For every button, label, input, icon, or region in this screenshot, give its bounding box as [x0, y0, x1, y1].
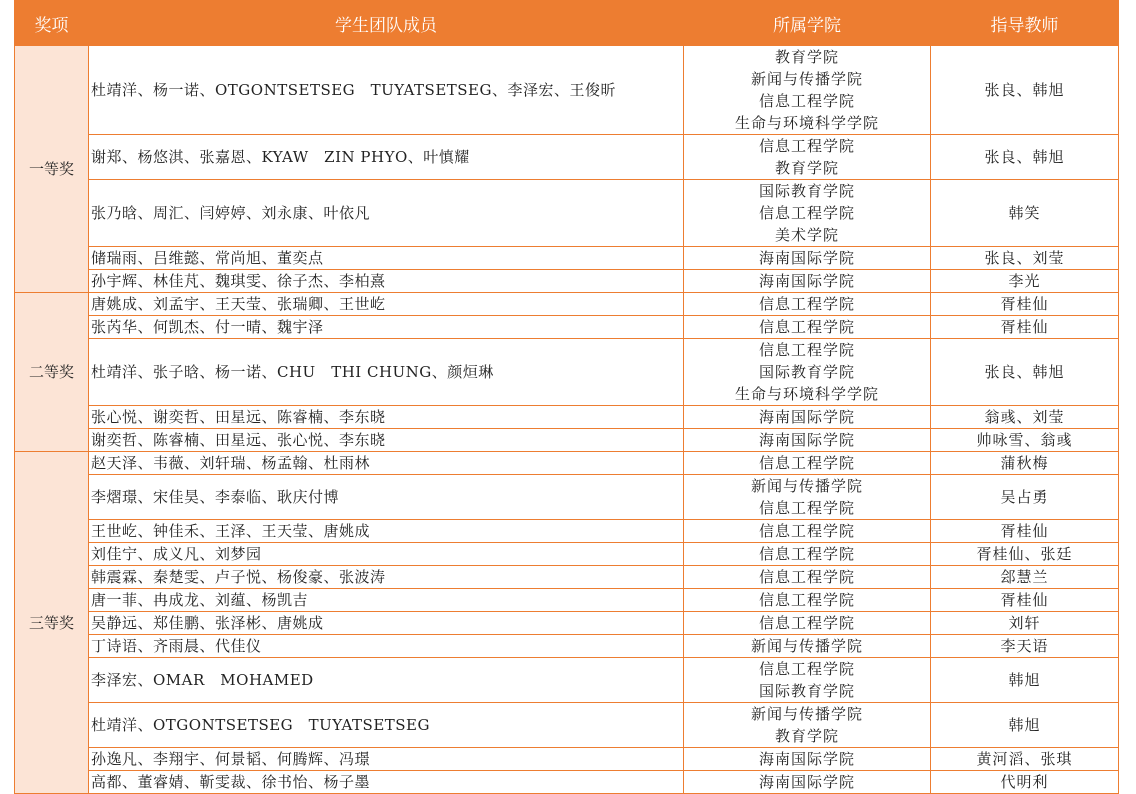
members-cell	[89, 635, 684, 658]
college-name: 信息工程学院	[758, 660, 855, 678]
table-row	[15, 475, 1119, 520]
team-members-text: 孙逸凡、李翔宇、何景韬、何腾辉、冯璟	[91, 750, 371, 768]
advisor-cell	[931, 635, 1119, 658]
college-cell	[684, 293, 931, 316]
advisor-cell	[931, 429, 1119, 452]
advisor-name: 吴占勇	[1000, 488, 1049, 506]
college-name: 信息工程学院	[758, 204, 855, 222]
college-name: 教育学院	[774, 48, 839, 66]
advisor-cell	[931, 316, 1119, 339]
award-level-cell: 一等奖	[15, 46, 89, 293]
college-name: 信息工程学院	[758, 545, 855, 563]
college-cell	[684, 612, 931, 635]
table-row	[15, 452, 1119, 475]
team-members-text: 杜靖洋、OTGONTSETSEG TUYATSETSEG	[91, 716, 430, 734]
members-cell	[89, 475, 684, 520]
college-cell	[684, 589, 931, 612]
college-name: 新闻与传播学院	[750, 70, 863, 88]
college-name: 美术学院	[774, 226, 839, 244]
college-name: 信息工程学院	[758, 522, 855, 540]
college-cell	[684, 429, 931, 452]
college-name: 教育学院	[774, 727, 839, 745]
header-members: 学生团队成员	[89, 1, 684, 46]
advisor-cell	[931, 589, 1119, 612]
table-row	[15, 589, 1119, 612]
members-cell	[89, 658, 684, 703]
header-advisor: 指导教师	[931, 1, 1119, 46]
college-cell	[684, 771, 931, 794]
advisor-name: 刘轩	[1008, 614, 1041, 632]
table-row	[15, 612, 1119, 635]
team-members-text: 丁诗语、齐雨晨、代佳仪	[91, 637, 262, 655]
members-cell	[89, 543, 684, 566]
college-name: 信息工程学院	[758, 454, 855, 472]
advisor-name: 韩笑	[1008, 204, 1041, 222]
advisor-name: 张良、韩旭	[984, 148, 1065, 166]
team-members-text: 谢奕哲、陈睿楠、田星远、张心悦、李东晓	[91, 431, 386, 449]
advisor-cell	[931, 180, 1119, 247]
table-row	[15, 135, 1119, 180]
college-name: 信息工程学院	[758, 499, 855, 517]
advisor-cell	[931, 339, 1119, 406]
college-name: 信息工程学院	[758, 614, 855, 632]
table-row	[15, 566, 1119, 589]
college-cell	[684, 247, 931, 270]
advisor-cell	[931, 293, 1119, 316]
header-row	[15, 1, 1119, 46]
table-row	[15, 247, 1119, 270]
advisor-name: 张良、刘莹	[984, 249, 1065, 267]
header-college: 所属学院	[684, 1, 931, 46]
members-cell	[89, 406, 684, 429]
college-name: 生命与环境科学学院	[734, 114, 879, 132]
team-members-text: 王世屹、钟佳禾、王泽、王天莹、唐姚成	[91, 522, 371, 540]
table-row	[15, 316, 1119, 339]
advisor-cell	[931, 748, 1119, 771]
table-row	[15, 270, 1119, 293]
college-name: 海南国际学院	[758, 773, 855, 791]
advisor-name: 张良、韩旭	[984, 363, 1065, 381]
college-cell	[684, 566, 931, 589]
college-name: 信息工程学院	[758, 591, 855, 609]
team-members-text: 谢郑、杨悠淇、张嘉恩、KYAW ZIN PHYO、叶慎耀	[91, 148, 470, 166]
college-name: 国际教育学院	[758, 182, 855, 200]
members-cell	[89, 339, 684, 406]
advisor-cell	[931, 270, 1119, 293]
members-cell	[89, 293, 684, 316]
advisor-name: 李天语	[1000, 637, 1049, 655]
college-cell	[684, 46, 931, 135]
advisor-name: 胥桂仙	[1000, 318, 1049, 336]
advisor-cell	[931, 658, 1119, 703]
table-row	[15, 543, 1119, 566]
team-members-text: 储瑞雨、吕维懿、常尚旭、董奕点	[91, 249, 324, 267]
team-members-text: 唐一菲、冉成龙、刘蕴、杨凯吉	[91, 591, 309, 609]
table-row	[15, 635, 1119, 658]
members-cell	[89, 748, 684, 771]
members-cell	[89, 247, 684, 270]
team-members-text: 李泽宏、OMAR MOHAMED	[91, 671, 314, 689]
advisor-cell	[931, 520, 1119, 543]
team-members-text: 刘佳宁、成义凡、刘梦园	[91, 545, 262, 563]
college-cell	[684, 135, 931, 180]
team-members-text: 赵天泽、韦薇、刘轩瑞、杨孟翰、杜雨林	[91, 454, 371, 472]
college-name: 新闻与传播学院	[750, 637, 863, 655]
award-level-cell: 二等奖	[15, 293, 89, 452]
college-name: 信息工程学院	[758, 137, 855, 155]
members-cell	[89, 589, 684, 612]
members-cell	[89, 703, 684, 748]
team-members-text: 张心悦、谢奕哲、田星远、陈睿楠、李东晓	[91, 408, 386, 426]
advisor-cell	[931, 612, 1119, 635]
advisor-name: 韩旭	[1008, 671, 1041, 689]
table-row	[15, 406, 1119, 429]
advisor-cell	[931, 475, 1119, 520]
advisor-name: 李光	[1008, 272, 1041, 290]
members-cell	[89, 771, 684, 794]
advisor-name: 胥桂仙	[1000, 295, 1049, 313]
table-row	[15, 293, 1119, 316]
advisor-name: 代明利	[1000, 773, 1049, 791]
team-members-text: 张芮华、何凯杰、付一晴、魏宇泽	[91, 318, 324, 336]
advisor-name: 黄河滔、张琪	[976, 750, 1073, 768]
advisor-name: 张良、韩旭	[984, 81, 1065, 99]
college-name: 教育学院	[774, 159, 839, 177]
advisor-name: 翁彧、刘莹	[984, 408, 1065, 426]
advisor-name: 帅咏雪、翁彧	[976, 431, 1073, 449]
college-name: 信息工程学院	[758, 295, 855, 313]
college-cell	[684, 520, 931, 543]
award-level-cell: 三等奖	[15, 452, 89, 794]
team-members-text: 杜靖洋、张子晗、杨一诺、CHU THI CHUNG、颜烜琳	[91, 363, 494, 381]
college-cell	[684, 703, 931, 748]
college-cell	[684, 316, 931, 339]
members-cell	[89, 566, 684, 589]
members-cell	[89, 270, 684, 293]
members-cell	[89, 316, 684, 339]
advisor-cell	[931, 247, 1119, 270]
table-row	[15, 703, 1119, 748]
advisor-cell	[931, 543, 1119, 566]
college-cell	[684, 635, 931, 658]
college-name: 信息工程学院	[758, 318, 855, 336]
college-name: 国际教育学院	[758, 682, 855, 700]
awards-table-container	[14, 0, 1118, 794]
table-header	[15, 1, 1119, 46]
members-cell	[89, 46, 684, 135]
table-body	[15, 46, 1119, 794]
table-row	[15, 748, 1119, 771]
advisor-cell	[931, 452, 1119, 475]
team-members-text: 高都、董睿婧、靳雯裁、徐书怡、杨子墨	[91, 773, 371, 791]
advisor-cell	[931, 46, 1119, 135]
college-cell	[684, 270, 931, 293]
table-row	[15, 429, 1119, 452]
advisor-cell	[931, 135, 1119, 180]
college-cell	[684, 658, 931, 703]
college-cell	[684, 339, 931, 406]
college-name: 信息工程学院	[758, 92, 855, 110]
advisor-cell	[931, 703, 1119, 748]
advisor-name: 胥桂仙、张廷	[976, 545, 1073, 563]
team-members-text: 韩震霖、秦楚雯、卢子悦、杨俊豪、张波涛	[91, 568, 386, 586]
advisor-name: 蒲秋梅	[1000, 454, 1049, 472]
advisor-name: 胥桂仙	[1000, 591, 1049, 609]
advisor-name: 胥桂仙	[1000, 522, 1049, 540]
members-cell	[89, 520, 684, 543]
table-row	[15, 46, 1119, 135]
advisor-cell	[931, 406, 1119, 429]
team-members-text: 李熠璟、宋佳昊、李泰临、耿庆付博	[91, 488, 340, 506]
awards-table	[14, 0, 1119, 794]
college-name: 海南国际学院	[758, 750, 855, 768]
advisor-name: 韩旭	[1008, 716, 1041, 734]
college-cell	[684, 452, 931, 475]
team-members-text: 孙宇辉、林佳芃、魏琪雯、徐子杰、李柏熹	[91, 272, 386, 290]
team-members-text: 杜靖洋、杨一诺、OTGONTSETSEG TUYATSETSEG、李泽宏、王俊昕	[91, 81, 616, 99]
college-cell	[684, 406, 931, 429]
team-members-text: 张乃晗、周汇、闫婷婷、刘永康、叶依凡	[91, 204, 371, 222]
advisor-name: 郐慧兰	[1000, 568, 1049, 586]
college-name: 信息工程学院	[758, 341, 855, 359]
college-name: 新闻与传播学院	[750, 705, 863, 723]
table-row	[15, 658, 1119, 703]
college-name: 国际教育学院	[758, 363, 855, 381]
college-cell	[684, 475, 931, 520]
college-cell	[684, 180, 931, 247]
members-cell	[89, 612, 684, 635]
table-row	[15, 180, 1119, 247]
table-row	[15, 520, 1119, 543]
members-cell	[89, 429, 684, 452]
college-cell	[684, 543, 931, 566]
advisor-cell	[931, 566, 1119, 589]
advisor-cell	[931, 771, 1119, 794]
members-cell	[89, 180, 684, 247]
college-name: 海南国际学院	[758, 249, 855, 267]
table-row	[15, 771, 1119, 794]
members-cell	[89, 452, 684, 475]
college-name: 海南国际学院	[758, 272, 855, 290]
college-name: 新闻与传播学院	[750, 477, 863, 495]
team-members-text: 唐姚成、刘孟宇、王天莹、张瑞卿、王世屹	[91, 295, 386, 313]
team-members-text: 吴静远、郑佳鹏、张泽彬、唐姚成	[91, 614, 324, 632]
college-name: 海南国际学院	[758, 431, 855, 449]
college-name: 生命与环境科学学院	[734, 385, 879, 403]
table-row	[15, 339, 1119, 406]
college-cell	[684, 748, 931, 771]
college-name: 信息工程学院	[758, 568, 855, 586]
members-cell	[89, 135, 684, 180]
college-name: 海南国际学院	[758, 408, 855, 426]
header-award: 奖项	[15, 1, 89, 46]
